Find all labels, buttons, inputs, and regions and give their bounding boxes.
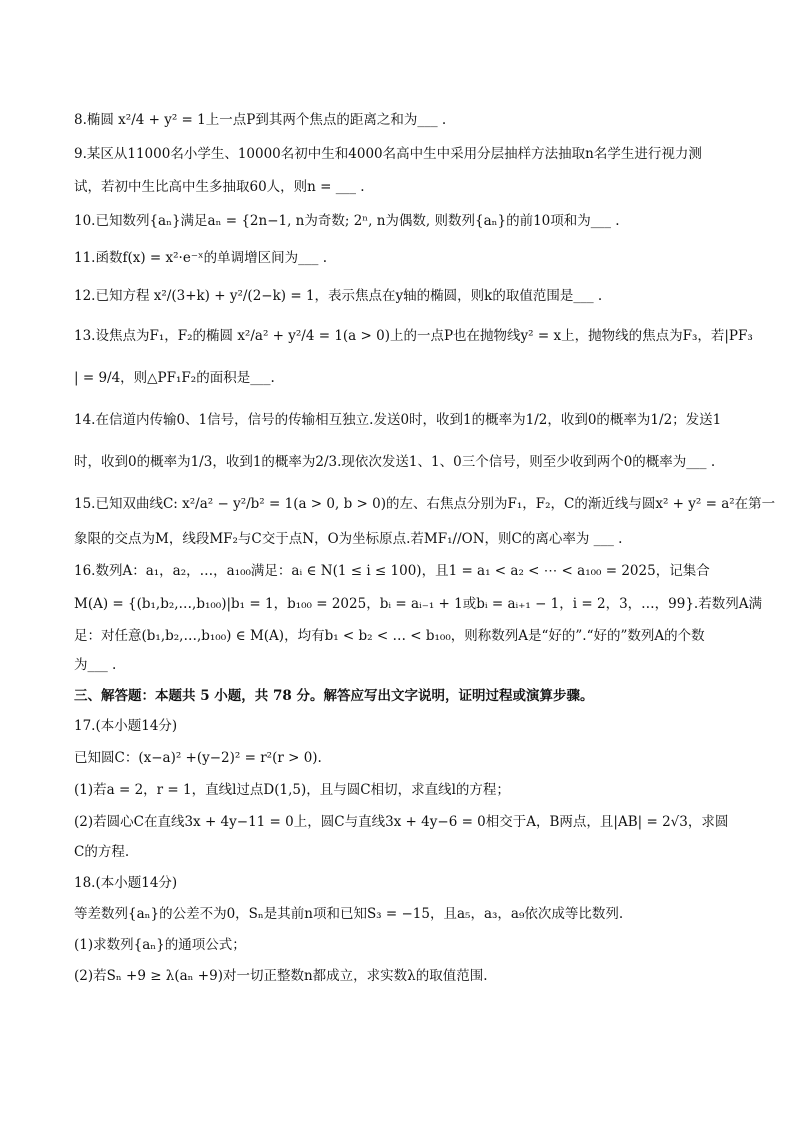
question-17-part2-line1: (2)若圆心C在直线3x + 4y−11 = 0上，圆C与直线3x + 4y−6 = 0相交于A，B两点，且|AB| = 2√3，求圆: [74, 814, 729, 830]
question-18-part1: (1)求数列{aₙ}的通项公式；: [74, 937, 246, 953]
question-18-part2: (2)若Sₙ +9 ≥ λ(aₙ +9)对一切正整数n都成立，求实数λ的取值范围.: [74, 968, 488, 984]
section-3-heading: 三、解答题：本题共 5 小题，共 78 分。解答应写出文字说明，证明过程或演算步骤。: [74, 688, 594, 704]
question-9-line1: 9.某区从11000名小学生、10000名初中生和4000名高中生中采用分层抽样方法抽取n名学生进行视力测: [74, 146, 702, 162]
question-17-header: 17.(本小题14分): [74, 718, 178, 734]
question-13-line1: 13.设焦点为F₁，F₂的椭圆 x²/a² + y²/4 = 1(a > 0)上的一点P也在抛物线y² = x上，抛物线的焦点为F₃，若|PF₃: [74, 328, 753, 344]
question-13-line2: | = 9/4，则△PF₁F₂的面积是___.: [74, 370, 275, 386]
question-14-line1: 14.在信道内传输0、1信号，信号的传输相互独立.发送0时，收到1的概率为1/2，收到0的概率为1/2；发送1: [74, 412, 722, 428]
question-12: 12.已知方程 x²/(3+k) + y²/(2−k) = 1，表示焦点在y轴的椭圆，则k的取值范围是___ .: [74, 288, 603, 304]
question-17-part1: (1)若a = 2，r = 1，直线l过点D(1,5)，且与圆C相切，求直线l的方程；: [74, 782, 510, 798]
question-16-line2: M(A) = {(b₁,b₂,…,b₁₀₀)|b₁ = 1，b₁₀₀ = 2025，bᵢ = aᵢ₋₁ + 1或bᵢ = aᵢ₊₁ − 1，i = 2，3，…，99}.若数列A满: [74, 596, 762, 612]
question-16-line1: 16.数列A：a₁，a₂，…，a₁₀₀满足：aᵢ ∈ N(1 ≤ i ≤ 100)，且1 = a₁ < a₂ < ⋯ < a₁₀₀ = 2025，记集合: [74, 563, 710, 579]
question-15-line2: 象限的交点为M，线段MF₂与C交于点N，O为坐标原点.若MF₁//ON，则C的离心率为 ___ .: [74, 531, 623, 547]
question-16-line4: 为___ .: [74, 657, 117, 673]
question-17-stem: 已知圆C：(x−a)² +(y−2)² = r²(r > 0).: [74, 750, 322, 766]
question-8: 8.椭圆 x²/4 + y² = 1上一点P到其两个焦点的距离之和为___ .: [74, 112, 447, 128]
question-18-header: 18.(本小题14分): [74, 875, 178, 891]
question-16-line3: 足：对任意(b₁,b₂,…,b₁₀₀) ∈ M(A)，均有b₁ < b₂ < … < b₁₀₀，则称数列A是“好的”.“好的”数列A的个数: [74, 628, 705, 644]
question-9-line2: 试，若初中生比高中生多抽取60人，则n = ___ .: [74, 179, 365, 195]
question-17-part2-line2: C的方程.: [74, 844, 130, 860]
question-18-stem: 等差数列{aₙ}的公差不为0，Sₙ是其前n项和已知S₃ = −15，且a₅，a₃，a₉依次成等比数列.: [74, 906, 624, 922]
question-14-line2: 时，收到0的概率为1/3，收到1的概率为2/3.现依次发送1、1、0三个信号，则至少收到两个0的概率为___ .: [74, 454, 716, 470]
question-15-line1: 15.已知双曲线C: x²/a² − y²/b² = 1(a > 0, b > 0)的左、右焦点分别为F₁，F₂，C的渐近线与圆x² + y² = a²在第一: [74, 496, 776, 512]
question-11: 11.函数f(x) = x²·e⁻ˣ的单调增区间为___ .: [74, 250, 327, 266]
question-10: 10.已知数列{aₙ}满足aₙ = {2n−1, n为奇数; 2ⁿ, n为偶数, 则数列{aₙ}的前10项和为___ .: [74, 213, 620, 229]
